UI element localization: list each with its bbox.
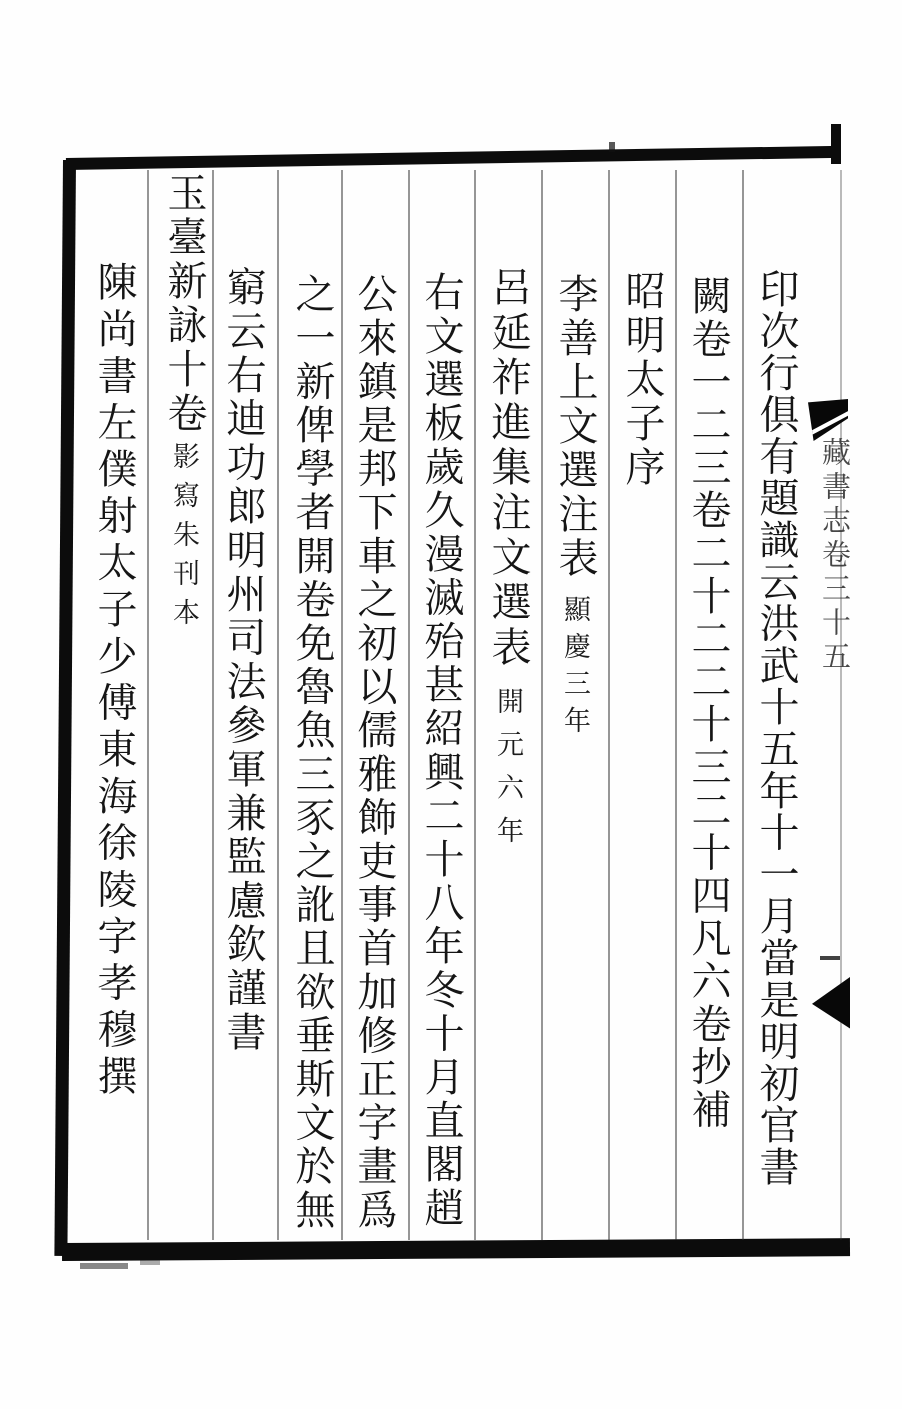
- text-column-colophon-line-4: [221, 266, 265, 1054]
- fold-mark-icon: [812, 977, 850, 1033]
- fold-mark-slash: [806, 409, 854, 437]
- column-separator-line: [212, 170, 214, 1240]
- column-text: 李善上文選注表: [553, 273, 598, 581]
- column-text: 玉臺新詠十卷: [162, 172, 207, 436]
- scan-artifact: [140, 1260, 160, 1265]
- frame-top-border: [66, 146, 838, 170]
- scan-artifact: [820, 956, 840, 960]
- column-separator-line: [742, 170, 744, 1240]
- text-column-lvyanzuo-memorial: [486, 266, 530, 859]
- scan-artifact: [609, 142, 615, 152]
- volume-edge-label: 藏書志卷三十五: [818, 437, 850, 675]
- column-separator-line: [541, 170, 543, 1240]
- column-text: 之一新俾學者開卷免魯魚三豕之訛且欲垂斯文於無: [290, 273, 335, 1233]
- column-text: 右文選板歲久漫滅殆甚紹興二十八年冬十月直閣趙: [419, 271, 464, 1231]
- text-column-colophon-line-3: [290, 273, 334, 1232]
- column-separator-line: [608, 170, 610, 1240]
- column-text: 陳尚書左僕射太子少傅東海徐陵字孝穆撰: [92, 261, 137, 1102]
- column-text: 呂延祚進集注文選表: [486, 266, 531, 671]
- frame-corner-mark: [831, 124, 841, 164]
- edition-note: 影寫朱刊本: [169, 442, 199, 637]
- column-date-note: 開元六年: [493, 687, 523, 859]
- text-column-author-attribution: [92, 261, 136, 1102]
- column-separator-line: [675, 170, 677, 1240]
- column-separator-line: [341, 170, 343, 1240]
- text-column-zhaoming-preface: [620, 270, 664, 490]
- column-text: 闕卷一二三卷二十二二十三二十四凡六卷抄補: [686, 275, 731, 1131]
- text-column-imprint-note: [754, 268, 798, 1188]
- column-text: 窮云右迪功郎明州司法參軍兼監慮欽謹書: [221, 266, 266, 1055]
- scan-artifact: [80, 1263, 128, 1269]
- column-text: 印次行俱有題識云洪武十五年十一月當是明初官書: [754, 268, 799, 1188]
- column-separator-line: [474, 170, 476, 1240]
- text-column-lishan-memorial: [553, 273, 597, 743]
- column-separator-line: [147, 170, 149, 1240]
- text-column-entry-title-yutaixinyong: [162, 172, 206, 637]
- column-text: 昭明太子序: [620, 270, 665, 490]
- fold-mark-icon: [808, 399, 848, 441]
- text-column-missing-volumes-note: [686, 275, 730, 1131]
- column-text: 公來鎮是邦下車之初以儒雅飾吏事首加修正字畫爲: [352, 273, 397, 1233]
- frame-left-border: [54, 160, 76, 1256]
- column-separator-line: [277, 170, 279, 1240]
- column-date-note: 顯慶三年: [560, 595, 590, 743]
- binding-margin-line: [840, 170, 842, 1240]
- text-column-colophon-line-1: [419, 271, 463, 1230]
- text-column-colophon-line-2: [352, 273, 396, 1232]
- frame-bottom-border: [62, 1238, 850, 1261]
- column-separator-line: [408, 170, 410, 1240]
